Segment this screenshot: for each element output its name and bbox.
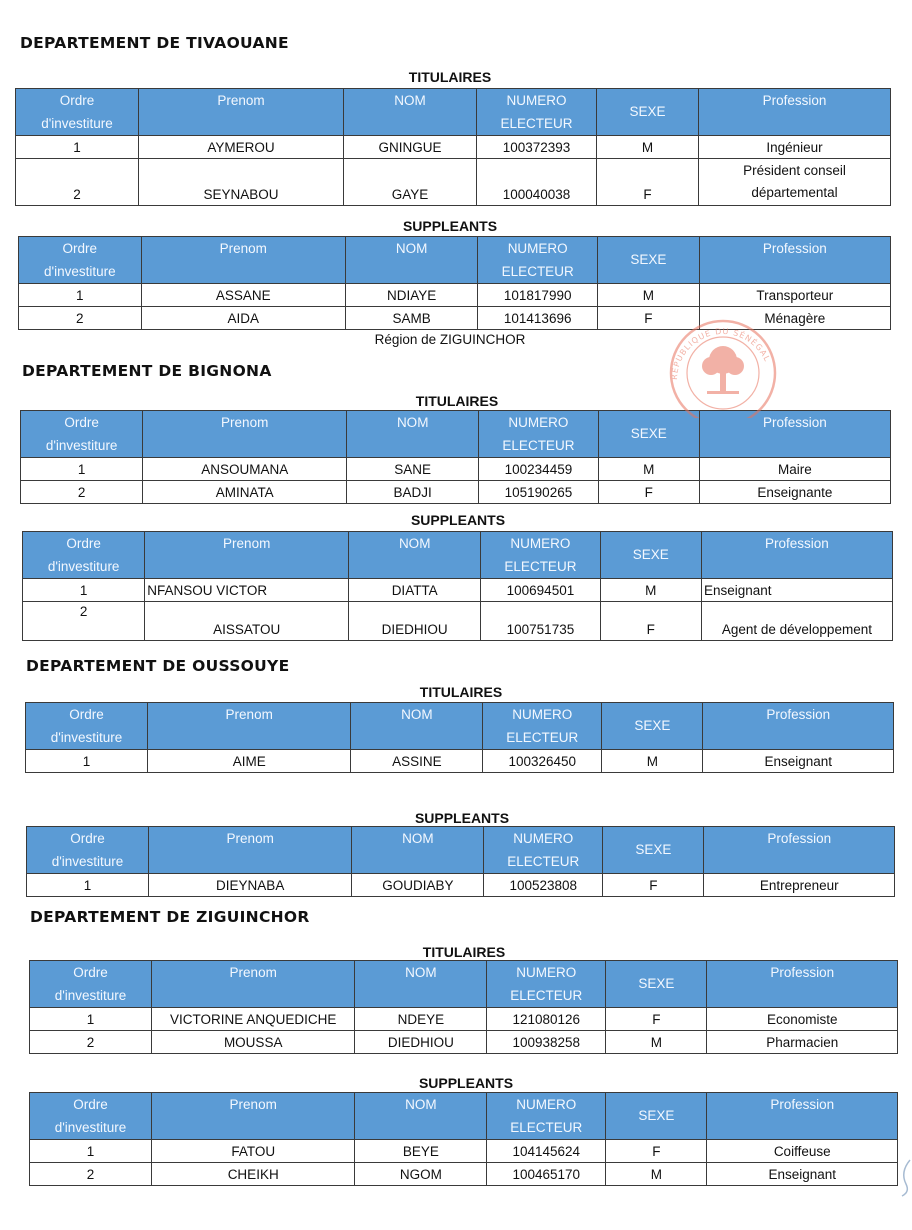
profession-header — [699, 89, 891, 136]
header-label: NOM — [405, 1097, 437, 1112]
header-label: Ordre — [64, 415, 99, 430]
ordre-cell: 1 — [21, 458, 143, 481]
nom-cell: DIEDHIOU — [349, 602, 481, 641]
titulaires-label: TITULAIRES — [408, 69, 492, 85]
header-label: Prenom — [229, 1097, 277, 1112]
header-label: Prenom — [221, 415, 269, 430]
ordre-header — [19, 237, 142, 284]
header-label: Profession — [767, 831, 832, 846]
header-label: ELECTEUR — [506, 730, 579, 745]
sexe-cell: F — [606, 1140, 707, 1163]
nom-cell: DIEDHIOU — [355, 1031, 487, 1054]
header-label: Ordre — [62, 241, 98, 256]
sexe-header — [603, 827, 704, 874]
suppleants-table — [18, 236, 891, 330]
ordre-cell: 2 — [30, 1163, 152, 1186]
profession-header — [701, 532, 892, 579]
header-label: Ordre — [66, 536, 101, 551]
header-label: d'investiture — [54, 988, 127, 1003]
sexe-cell: M — [597, 284, 699, 307]
nom-cell: DIATTA — [349, 579, 481, 602]
sexe-cell: F — [598, 481, 699, 504]
header-label: Prenom — [217, 93, 265, 108]
ordre-header — [23, 532, 145, 579]
header-label: NOM — [394, 93, 426, 108]
prenom-cell: VICTORINE ANQUEDICHE — [152, 1008, 355, 1031]
ordre-cell: 2 — [16, 159, 139, 206]
header-label: Prenom — [229, 965, 277, 980]
ordre-cell: 1 — [16, 136, 139, 159]
header-label: d'investiture — [51, 854, 124, 869]
prenom-header — [143, 411, 347, 458]
suppleants-label: SUPPLEANTS — [410, 512, 506, 528]
numero-cell: 101817990 — [478, 284, 598, 307]
nom-cell: BEYE — [355, 1140, 487, 1163]
header-row — [30, 961, 898, 1008]
sexe-header — [606, 1093, 707, 1140]
nom-cell: NDIAYE — [345, 284, 478, 307]
header-label: SEXE — [635, 842, 672, 857]
titulaires-label: TITULAIRES — [415, 393, 499, 409]
header-label: SEXE — [634, 718, 671, 733]
nom-header — [344, 89, 477, 136]
header-label: ELECTEUR — [500, 116, 573, 131]
titulaires-table — [15, 88, 891, 206]
numero-cell: 100372393 — [477, 136, 597, 159]
department-title: DEPARTEMENT DE BIGNONA — [22, 362, 272, 380]
header-label: SEXE — [632, 547, 669, 562]
nom-cell: SANE — [347, 458, 479, 481]
department-title: DEPARTEMENT DE ZIGUINCHOR — [30, 908, 310, 926]
header-label: Ordre — [73, 965, 108, 980]
numero-cell: 100751735 — [481, 602, 600, 641]
header-label: ELECTEUR — [510, 1120, 583, 1135]
table-row — [30, 1163, 898, 1186]
sexe-cell: M — [600, 579, 701, 602]
numero-cell: 105190265 — [479, 481, 598, 504]
prenom-cell: AIDA — [141, 307, 345, 330]
sexe-cell: M — [606, 1163, 707, 1186]
header-label: NOM — [395, 241, 428, 256]
nom-header — [349, 532, 481, 579]
header-label: ELECTEUR — [507, 854, 580, 869]
header-label: Profession — [762, 241, 827, 256]
nom-cell: GOUDIABY — [352, 874, 484, 897]
header-label: Ordre — [69, 707, 104, 722]
sexe-cell: M — [597, 136, 699, 159]
nom-header — [355, 961, 487, 1008]
prenom-header — [139, 89, 344, 136]
titulaires-table — [29, 960, 898, 1054]
header-label: ELECTEUR — [501, 264, 574, 279]
sexe-cell: F — [606, 1008, 707, 1031]
nom-cell: BADJI — [347, 481, 479, 504]
header-label: NUMERO — [516, 965, 577, 980]
table-row — [16, 159, 891, 206]
profession-header — [707, 961, 898, 1008]
ordre-header — [16, 89, 139, 136]
header-label: ELECTEUR — [510, 988, 583, 1003]
nom-header — [355, 1093, 487, 1140]
table-row — [16, 136, 891, 159]
header-label: Profession — [770, 965, 835, 980]
header-label: Ordre — [59, 93, 95, 108]
numero-electeur-header — [487, 1093, 606, 1140]
header-row — [30, 1093, 898, 1140]
header-label: NUMERO — [512, 707, 573, 722]
profession-header — [707, 1093, 898, 1140]
prenom-header — [149, 827, 352, 874]
header-label: NOM — [396, 415, 429, 430]
header-label: Profession — [765, 536, 829, 551]
nom-header — [352, 827, 484, 874]
ordre-cell: 2 — [23, 602, 145, 641]
page-curl-icon — [892, 1158, 912, 1198]
header-label: SEXE — [630, 426, 667, 441]
header-label: d'investiture — [47, 559, 120, 574]
header-row — [16, 89, 891, 136]
suppleants-table — [26, 826, 895, 897]
numero-cell: 121080126 — [487, 1008, 606, 1031]
suppleants-label: SUPPLEANTS — [402, 218, 498, 234]
header-label: d'investiture — [50, 730, 123, 745]
prenom-header — [152, 961, 355, 1008]
table-row — [27, 874, 895, 897]
ordre-header — [26, 703, 148, 750]
titulaires-table — [25, 702, 894, 773]
prenom-cell: MOUSSA — [152, 1031, 355, 1054]
header-label: NOM — [402, 831, 434, 846]
numero-cell: 100326450 — [483, 750, 602, 773]
prenom-cell: FATOU — [152, 1140, 355, 1163]
ordre-cell: 2 — [30, 1031, 152, 1054]
sexe-cell: M — [606, 1031, 707, 1054]
nom-cell: ASSINE — [351, 750, 483, 773]
ordre-cell: 1 — [30, 1008, 152, 1031]
header-label: NOM — [401, 707, 433, 722]
sexe-cell: M — [598, 458, 699, 481]
ordre-header — [30, 961, 152, 1008]
header-row — [26, 703, 894, 750]
header-row — [27, 827, 895, 874]
numero-cell: 100465170 — [487, 1163, 606, 1186]
titulaires-table — [20, 410, 891, 504]
nom-header — [351, 703, 483, 750]
nom-cell: GAYE — [344, 159, 477, 206]
profession-cell: Pharmacien — [707, 1031, 898, 1054]
ordre-cell: 1 — [19, 284, 142, 307]
prenom-cell: NFANSOU VICTOR — [145, 579, 349, 602]
table-row — [30, 1031, 898, 1054]
numero-electeur-header — [483, 703, 602, 750]
ordre-header — [27, 827, 149, 874]
header-label: NUMERO — [506, 93, 567, 108]
nom-cell: NGOM — [355, 1163, 487, 1186]
numero-cell: 101413696 — [478, 307, 598, 330]
header-label: NUMERO — [510, 536, 571, 551]
header-row — [23, 532, 893, 579]
official-stamp-icon — [657, 318, 789, 418]
table-row — [23, 602, 893, 641]
numero-cell: 100938258 — [487, 1031, 606, 1054]
profession-cell: Ménagère — [699, 307, 890, 330]
sexe-header — [602, 703, 703, 750]
header-label: Prenom — [225, 707, 273, 722]
nom-cell: GNINGUE — [344, 136, 477, 159]
header-label: SEXE — [638, 976, 675, 991]
numero-electeur-header — [481, 532, 600, 579]
header-label: Profession — [766, 707, 831, 722]
sexe-header — [597, 89, 699, 136]
suppleants-table — [22, 531, 893, 641]
ordre-cell: 2 — [19, 307, 142, 330]
prenom-cell: AISSATOU — [145, 602, 349, 641]
table-row — [21, 458, 891, 481]
department-title: DEPARTEMENT DE OUSSOUYE — [26, 657, 290, 675]
profession-cell: Enseignant — [703, 750, 894, 773]
profession-header — [699, 237, 890, 284]
table-row — [30, 1140, 898, 1163]
department-title: DEPARTEMENT DE TIVAOUANE — [20, 34, 289, 52]
suppleants-label: SUPPLEANTS — [414, 810, 510, 826]
header-label: d'investiture — [43, 264, 116, 279]
prenom-cell: SEYNABOU — [139, 159, 344, 206]
suppleants-label: SUPPLEANTS — [418, 1075, 514, 1091]
header-label: Profession — [763, 415, 827, 430]
prenom-header — [152, 1093, 355, 1140]
header-label: NOM — [398, 536, 431, 551]
sexe-cell: F — [597, 307, 699, 330]
header-label: NOM — [405, 965, 437, 980]
table-row — [23, 579, 893, 602]
profession-cell: Economiste — [707, 1008, 898, 1031]
sexe-header — [606, 961, 707, 1008]
header-label: SEXE — [630, 252, 667, 267]
profession-header — [704, 827, 895, 874]
nom-header — [347, 411, 479, 458]
header-label: SEXE — [629, 104, 666, 119]
header-label: Profession — [770, 1097, 835, 1112]
header-label: Profession — [762, 93, 827, 108]
sexe-header — [600, 532, 701, 579]
header-label: d'investiture — [45, 438, 118, 453]
profession-cell: Maire — [699, 458, 890, 481]
table-row — [21, 481, 891, 504]
prenom-cell: DIEYNABA — [149, 874, 352, 897]
table-row — [19, 284, 891, 307]
header-label: Ordre — [70, 831, 105, 846]
titulaires-label: TITULAIRES — [422, 944, 506, 960]
ordre-cell: 1 — [23, 579, 145, 602]
profession-cell: Coiffeuse — [707, 1140, 898, 1163]
header-label: NUMERO — [516, 1097, 577, 1112]
ordre-header — [21, 411, 143, 458]
ordre-cell: 2 — [21, 481, 143, 504]
profession-cell: Enseignant — [701, 579, 892, 602]
prenom-header — [141, 237, 345, 284]
profession-cell: Président conseil départemental — [699, 159, 891, 206]
numero-cell: 100040038 — [477, 159, 597, 206]
profession-cell: Enseignant — [707, 1163, 898, 1186]
header-label: NUMERO — [508, 415, 569, 430]
numero-electeur-header — [477, 89, 597, 136]
numero-electeur-header — [487, 961, 606, 1008]
profession-cell: Agent de développement — [701, 602, 892, 641]
stamp-text: RÉPUBLIQUE DU SÉNÉGAL — [669, 326, 772, 381]
sexe-header — [597, 237, 699, 284]
prenom-cell: CHEIKH — [152, 1163, 355, 1186]
profession-cell: Transporteur — [699, 284, 890, 307]
prenom-cell: AMINATA — [143, 481, 347, 504]
profession-cell: Entrepreneur — [704, 874, 895, 897]
numero-cell: 100234459 — [479, 458, 598, 481]
nom-cell: NDEYE — [355, 1008, 487, 1031]
sexe-cell: F — [600, 602, 701, 641]
sexe-cell: F — [597, 159, 699, 206]
titulaires-label: TITULAIRES — [419, 684, 503, 700]
profession-cell: Ingénieur — [699, 136, 891, 159]
prenom-cell: ANSOUMANA — [143, 458, 347, 481]
ordre-cell: 1 — [30, 1140, 152, 1163]
ordre-header — [30, 1093, 152, 1140]
nom-cell: SAMB — [345, 307, 478, 330]
numero-cell: 100523808 — [484, 874, 603, 897]
header-row — [19, 237, 891, 284]
header-label: Prenom — [223, 536, 271, 551]
header-label: d'investiture — [54, 1120, 127, 1135]
header-label: ELECTEUR — [504, 559, 577, 574]
profession-header — [703, 703, 894, 750]
sexe-cell: M — [602, 750, 703, 773]
suppleants-table — [29, 1092, 898, 1186]
prenom-cell: ASSANE — [141, 284, 345, 307]
profession-cell: Enseignante — [699, 481, 890, 504]
prenom-cell: AYMEROU — [139, 136, 344, 159]
prenom-header — [148, 703, 351, 750]
prenom-cell: AIME — [148, 750, 351, 773]
table-row — [26, 750, 894, 773]
header-label: Ordre — [73, 1097, 108, 1112]
header-label: Prenom — [219, 241, 267, 256]
table-row — [30, 1008, 898, 1031]
header-label: d'investiture — [41, 116, 113, 131]
ordre-cell: 1 — [27, 874, 149, 897]
header-label: Prenom — [226, 831, 274, 846]
numero-electeur-header — [479, 411, 598, 458]
sexe-cell: F — [603, 874, 704, 897]
header-label: ELECTEUR — [502, 438, 575, 453]
header-label: NUMERO — [507, 241, 568, 256]
header-label: NUMERO — [513, 831, 574, 846]
header-label: SEXE — [638, 1108, 675, 1123]
numero-cell: 104145624 — [487, 1140, 606, 1163]
ordre-cell: 1 — [26, 750, 148, 773]
prenom-header — [145, 532, 349, 579]
numero-cell: 100694501 — [481, 579, 600, 602]
numero-electeur-header — [478, 237, 598, 284]
region-note: Région de ZIGUINCHOR — [374, 332, 526, 347]
numero-electeur-header — [484, 827, 603, 874]
nom-header — [345, 237, 478, 284]
